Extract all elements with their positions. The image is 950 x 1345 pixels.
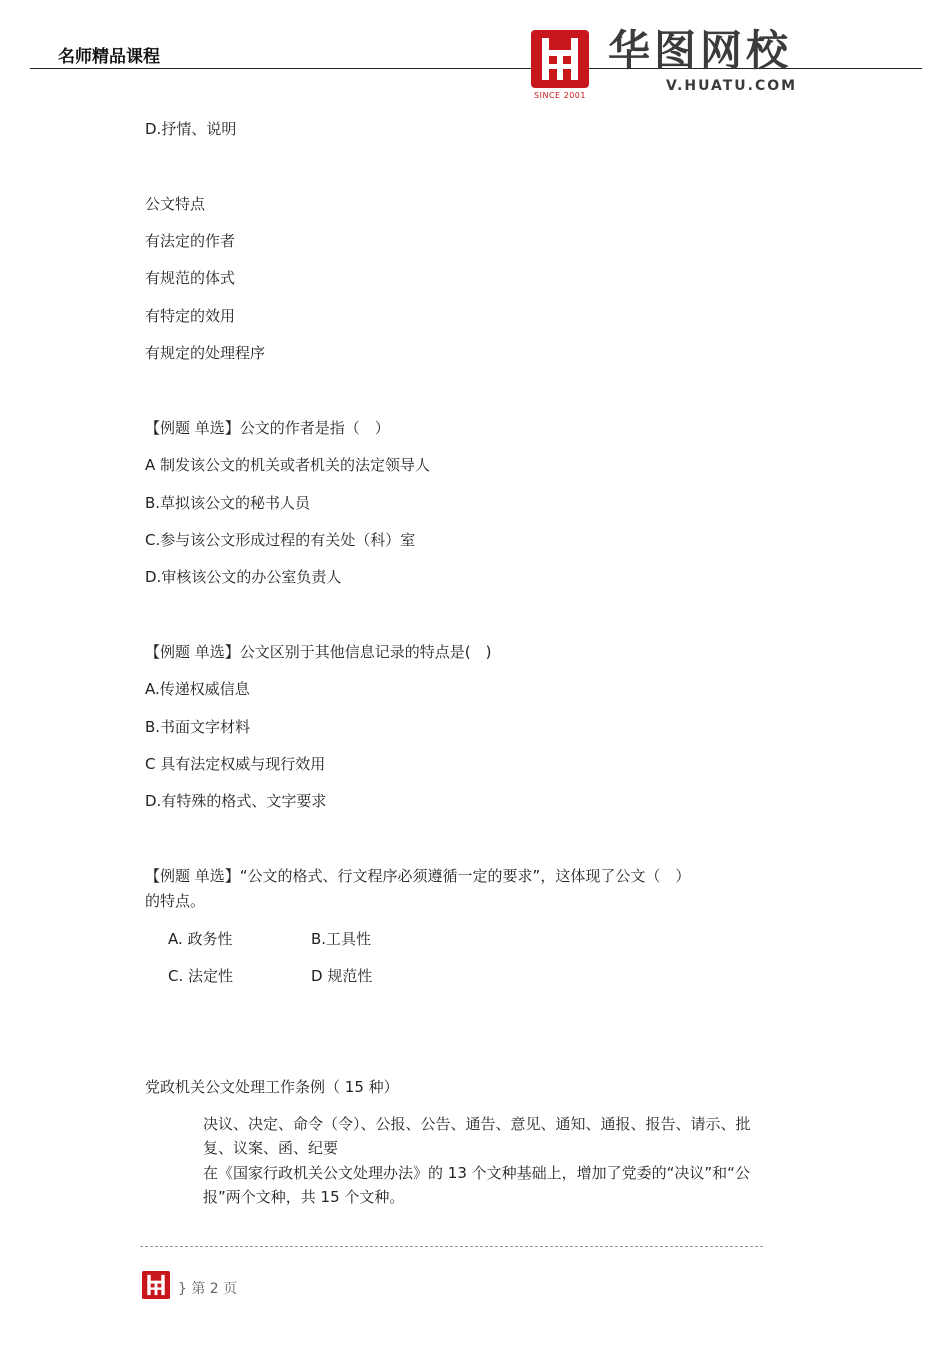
question-1: 【例题 单选】公文的作者是指（ ）	[145, 419, 390, 437]
question-2: 【例题 单选】公文区别于其他信息记录的特点是( )	[145, 643, 492, 661]
option-line: D 规范性	[311, 967, 373, 985]
question-3: 【例题 单选】“公文的格式、行文程序必须遵循一定的要求”，这体现了公文（ ）	[145, 867, 691, 885]
text-line: D.抒情、说明	[145, 120, 237, 138]
page-number: } 第 2 页	[178, 1281, 238, 1297]
footer-rule	[140, 1246, 763, 1247]
option-line: C. 法定性	[168, 967, 234, 985]
paragraph: 在《国家行政机关公文处理办法》的 13 个文种基础上，增加了党委的“决议”和“公报”两个文种，共 15 个文种。	[203, 1164, 750, 1206]
option-line: C 具有法定权威与现行效用	[145, 755, 326, 773]
text-line: 有特定的效用	[145, 307, 236, 325]
section-heading: 公文特点	[145, 195, 206, 213]
logo-url: V.HUATU.COM	[666, 78, 798, 94]
logo-since: SINCE 2001	[534, 91, 586, 100]
option-line: A. 政务性	[168, 930, 233, 948]
option-line: C.参与该公文形成过程的有关处（科）室	[145, 531, 416, 549]
option-line: A.传递权威信息	[145, 680, 250, 698]
huatu-footer-icon	[142, 1271, 170, 1299]
option-line: B.书面文字材料	[145, 718, 251, 736]
option-line: B.草拟该公文的秘书人员	[145, 494, 311, 512]
logo-name: 华图网校	[608, 26, 793, 75]
text-line: 有规定的处理程序	[145, 344, 266, 362]
text-line: 有规范的体式	[145, 269, 236, 287]
option-line: D.审核该公文的办公室负责人	[145, 568, 342, 586]
text-line: 有法定的作者	[145, 232, 236, 250]
header-title: 名师精品课程	[58, 47, 160, 67]
option-line: D.有特殊的格式、文字要求	[145, 792, 327, 810]
option-line: A 制发该公文的机关或者机关的法定领导人	[145, 456, 431, 474]
question-3-continued: 的特点。	[145, 892, 206, 910]
section-heading: 党政机关公文处理工作条例（ 15 种）	[145, 1078, 399, 1096]
paragraph: 决议、决定、命令（令）、公报、公告、通告、意见、通知、通报、报告、请示、批复、议案、函、纪要	[203, 1115, 751, 1157]
huatu-logo-icon	[531, 30, 589, 88]
option-line: B.工具性	[311, 930, 372, 948]
